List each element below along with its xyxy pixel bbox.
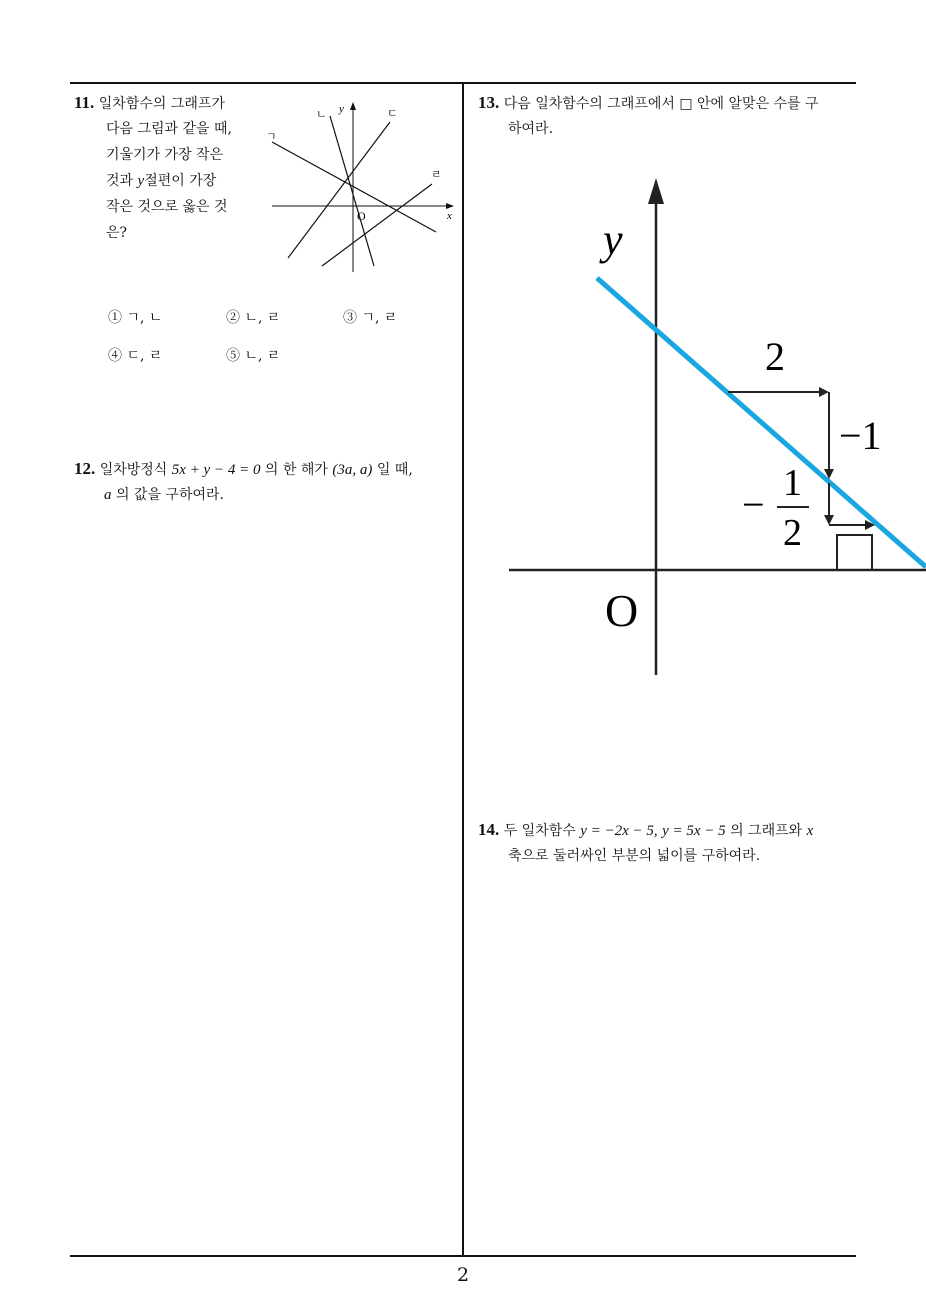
- choice-1[interactable]: [108, 307, 162, 327]
- math-variable: x: [806, 823, 814, 839]
- choice-mark: ③: [343, 310, 357, 326]
- question-text-line: 은?: [106, 225, 128, 241]
- math-variable: a: [104, 487, 112, 503]
- question-text: 두 일차함수: [503, 823, 576, 839]
- line-d: [288, 122, 390, 258]
- choice-text: ㄴ, ㄹ: [244, 310, 281, 326]
- question-text-line: 다음 그림과 같을 때,: [106, 121, 232, 137]
- label-n: ㄴ: [316, 108, 327, 121]
- question-text: 일 때,: [376, 462, 413, 478]
- question-text: 일차방정식: [99, 462, 168, 478]
- equation: 5x + y − 4 = 0: [171, 462, 261, 478]
- fraction-sign: −: [742, 482, 765, 527]
- y-axis-arrow: [350, 102, 356, 110]
- x-axis-arrow: [446, 203, 454, 209]
- solution-pair: (3a, a): [332, 462, 373, 478]
- y-axis-arrow: [648, 178, 664, 204]
- question-12: [74, 455, 459, 509]
- run-label: 2: [765, 334, 785, 379]
- choice-mark: ④: [108, 348, 122, 364]
- question-text: 의 값을 구하여라.: [115, 487, 224, 503]
- fraction-numerator: 1: [783, 462, 802, 504]
- line-g: [272, 142, 436, 232]
- origin-label: O: [357, 209, 366, 223]
- question-text: 하여라.: [508, 121, 554, 137]
- bottom-rule: [70, 1255, 856, 1257]
- question-text-line: 것과: [106, 173, 134, 189]
- question-text-line: 작은 것으로 옳은 것: [106, 199, 228, 215]
- math-variable: y: [137, 173, 145, 189]
- choice-5[interactable]: [226, 345, 280, 365]
- question-13: [478, 90, 858, 142]
- question-number: 11.: [74, 93, 95, 112]
- question-number: 14.: [478, 820, 500, 839]
- choice-text: ㄷ, ㄹ: [126, 348, 163, 364]
- choice-mark: ⑤: [226, 348, 240, 364]
- question-14: [478, 816, 863, 870]
- y-axis-label: y: [603, 215, 623, 264]
- q11-graph: [262, 98, 462, 276]
- choice-mark: ②: [226, 310, 240, 326]
- q13-graph: [495, 170, 926, 690]
- page-number: 2: [456, 1264, 470, 1286]
- fraction-denominator: 2: [783, 512, 802, 554]
- question-text-line: 일차함수의 그래프가: [98, 96, 225, 112]
- choice-3[interactable]: [343, 307, 397, 327]
- label-d: ㄷ: [387, 107, 398, 120]
- column-divider: [462, 82, 464, 1257]
- choice-2[interactable]: [226, 307, 280, 327]
- choice-text: ㄱ, ㄴ: [126, 310, 163, 326]
- label-r: ㄹ: [431, 168, 442, 181]
- question-text-line: 절편이 가장: [144, 173, 217, 189]
- question-text-line: 기울기가 가장 작은: [106, 147, 224, 163]
- question-text: 축으로 둘러싸인 부분의 넓이를 구하여라.: [508, 848, 761, 864]
- choice-4[interactable]: [108, 345, 162, 365]
- question-text: 의 그래프와: [730, 823, 803, 839]
- answer-box: [837, 535, 872, 570]
- x-axis-label: x: [447, 210, 452, 222]
- choice-text: ㄱ, ㄹ: [361, 310, 398, 326]
- line-r: [322, 184, 432, 266]
- rise-label: −1: [839, 413, 882, 458]
- y-axis-label: y: [339, 103, 344, 115]
- label-g: ㄱ: [266, 130, 277, 143]
- question-number: 12.: [74, 459, 96, 478]
- equation-1: y = −2x − 5,: [580, 823, 658, 839]
- choice-text: ㄴ, ㄹ: [244, 348, 281, 364]
- question-text: 다음 일차함수의 그래프에서 □ 안에 알맞은 수를 구: [503, 96, 819, 112]
- choice-mark: ①: [108, 310, 122, 326]
- question-number: 13.: [478, 93, 500, 112]
- equation-2: y = 5x − 5: [662, 823, 726, 839]
- question-text: 의 한 해가: [264, 462, 328, 478]
- question-11: [74, 90, 254, 246]
- origin-label: O: [605, 585, 639, 636]
